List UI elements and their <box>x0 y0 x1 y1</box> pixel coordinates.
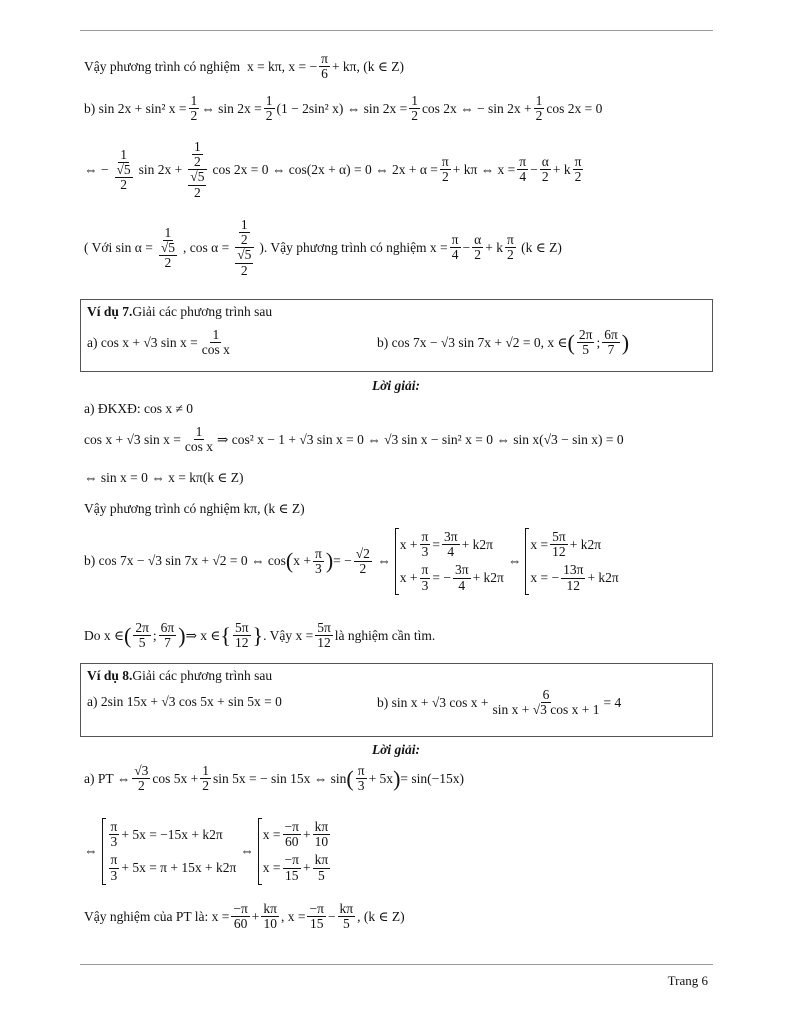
math: , cos α = <box>183 239 230 255</box>
fraction: $\frac{\alpha}{2}$ <box>474 232 482 263</box>
fraction: $\frac{\pi}{4}$ <box>519 154 527 185</box>
fraction: $\frac{\pi}{2}$ <box>441 154 449 185</box>
fraction: $\frac{1}{2}$ <box>411 93 418 124</box>
math: ⇔ − <box>84 161 109 177</box>
top-rule <box>80 30 713 31</box>
text-line: cos x + √3 sin x = $\frac{1}{\text{cos x}}$ ⇒ cos² x − 1 + √3 sin x = 0 ⇔ √3 sin x − sin² x = 0 ⇔ sin x(√3 − sin x) = 0 <box>84 424 624 455</box>
fraction: $\frac{\alpha}{2}$ <box>541 154 549 185</box>
math: cos 2x = 0 ⇔ cos(2x + α) = 0 ⇔ 2x + α = <box>212 161 438 177</box>
text-line: a) ĐKXĐ: cos x ≠ 0 <box>84 401 194 416</box>
text-line: a) PT ⇔ $\frac{√3}{2}$ cos 5x + $\frac{1}{2}$ sin 5x = − sin 15x ⇔ sin ( $\frac{\pi}{3}$ + 5x ) = sin(−15x) <box>84 763 464 794</box>
text-line <box>84 52 404 81</box>
text-line: Vậy nghiệm của PT là: x = $\frac{-\pi}{60}$ + $\frac{k\pi}{10}$ , x = $\frac{-\pi}{15}$ − $\frac{k\pi}{5}$ , (k ∈ Z) <box>84 901 405 932</box>
example-title: Ví dụ 7. Giải các phương trình sau <box>87 304 273 319</box>
math: b) sin 2x + sin² x = <box>84 100 187 116</box>
text-line: ⇔ sin x = 0 ⇔ x = kπ(k ∈ Z) <box>84 470 244 485</box>
fraction: $\frac{\pi}{2}$ <box>506 232 514 263</box>
case-system: x = $\frac{5\pi}{12}$ + k2π x = − $\frac{13\pi}{12}$ + k2π <box>525 528 618 595</box>
math: (1 − 2sin² x) ⇔ sin 2x = <box>276 100 408 116</box>
fraction: $\frac{\pi}{2}$ <box>574 154 582 185</box>
text-line: ( Với sin α = $\frac{1}{\frac{√5}{2}}$ , cos α = $\frac{\frac{1}{2}}{\frac{√5}{2}}$ ). Vậy phương trình có nghiệm x = $\frac{\pi}{4}$ − $\frac{\alpha}{2}$ + k $\frac{\pi}{2}$ (k ∈ Z) <box>84 217 562 278</box>
bottom-rule <box>80 964 713 965</box>
solution-heading: Lời giải: <box>371 742 421 757</box>
text-line: b) cos 7x − √3 sin 7x + √2 = 0, x ∈ ( $\frac{2\pi}{5}$ ; $\frac{6\pi}{7}$ ) <box>377 327 630 358</box>
fraction: $\frac{1}{2}$ <box>535 93 543 124</box>
text-line: ⇔ $\frac{\pi}{3}$ + 5x = −15x + k2π $\frac{\pi}{3}$ + 5x = π + 15x + k2π ⇔ x = $\frac{-\pi}{60}$ + $\frac{k\pi}{10}$ x = $\frac{-\pi}{15}$ + $\frac{k\pi}{5}$ <box>84 818 336 885</box>
text-line: Do x ∈ ( $\frac{2\pi}{5}$ ; $\frac{6\pi}{7}$ ) ⇒ x ∈ { $\frac{5\pi}{12}$ } . Vậy x = $\frac{5\pi}{12}$ là nghiệm cần tìm. <box>84 620 436 651</box>
page-number: Trang 6 <box>667 973 708 988</box>
case-system: x + $\frac{\pi}{3}$ = $\frac{3\pi}{4}$ + k2π x + $\frac{\pi}{3}$ = − $\frac{3\pi}{4}$ + k2π <box>395 528 504 595</box>
math: ( Với sin α = <box>84 239 153 255</box>
example-8-box <box>80 663 713 737</box>
fraction: $\frac{1}{\frac{√5}{2}}$ <box>116 146 131 192</box>
case-system: x = $\frac{-\pi}{60}$ + $\frac{k\pi}{10}$ x = $\frac{-\pi}{15}$ + $\frac{k\pi}{5}$ <box>258 818 332 885</box>
math: cos 2x ⇔ − sin 2x + <box>421 100 532 116</box>
text-line: a) 2sin 15x + √3 cos 5x + sin 5x = 0 <box>87 694 282 709</box>
fraction: $\frac{\pi}{4}$ <box>451 232 459 263</box>
case-system: $\frac{\pi}{3}$ + 5x = −15x + k2π $\frac{\pi}{3}$ + 5x = π + 15x + k2π <box>102 818 237 885</box>
math: x = kπ, x = − <box>246 58 318 74</box>
fraction: $\frac{1}{2}$ <box>190 93 198 124</box>
text-line: b) cos 7x − √3 sin 7x + √2 = 0 ⇔ cos ( x + $\frac{\pi}{3}$ ) = − $\frac{√2}{2}$ ⇔ x + $\frac{\pi}{3}$ = $\frac{3\pi}{4}$ + k2π x + $\frac{\pi}{3}$ = − $\frac{3\pi}{4}$ + k2π ⇔ x = $\frac{5\pi}{12}$ + k2π x = − $\frac{13\pi}{12}$ + k2π <box>84 528 623 595</box>
math: + kπ, (k ∈ Z) <box>331 58 404 74</box>
fraction: $\frac{\pi}{6}$ <box>321 51 328 82</box>
math: cos 2x = 0 <box>546 100 603 116</box>
text-line: a) cos x + √3 sin x = $\frac{1}{\text{cos x}}$ <box>87 327 230 358</box>
fraction: $\frac{1}{\frac{√5}{2}}$ <box>160 224 176 270</box>
math: + kπ ⇔ x = <box>452 161 516 177</box>
fraction: $\frac{1}{2}$ <box>265 93 273 124</box>
text-line <box>84 94 602 123</box>
fraction: $\frac{\frac{1}{2}}{\frac{√5}{2}}$ <box>184 140 210 200</box>
text-line: Vậy phương trình có nghiệm kπ, (k ∈ Z) <box>84 501 305 516</box>
math: ). Vậy phương trình có nghiệm x = <box>259 239 448 255</box>
math: sin 2x + <box>138 161 183 177</box>
text: Vậy phương trình có nghiệm <box>84 58 241 74</box>
math: (k ∈ Z) <box>521 239 562 255</box>
text-line: ⇔ − $\frac{1}{\frac{√5}{2}}$ sin 2x + $\frac{\frac{1}{2}}{\frac{√5}{2}}$ cos 2x = 0 ⇔ cos(2x + α) = 0 ⇔ 2x + α = $\frac{\pi}{2}$ + kπ ⇔ x = $\frac{\pi}{4}$ − $\frac{\alpha}{2}$ + k $\frac{\pi}{2}$ <box>84 139 582 200</box>
fraction: $\frac{\frac{1}{2}}{\frac{√5}{2}}$ <box>231 218 257 278</box>
solution-heading: Lời giải: <box>371 378 421 393</box>
example-7-box <box>80 299 713 372</box>
fraction: $\frac{1}{\text{cos x}}$ <box>201 327 230 358</box>
text-line: b) sin x + √3 cos x + $\frac{6}{\text{sin x + √3 cos x + 1}}$ = 4 <box>377 687 622 718</box>
example-title: Ví dụ 8. Giải các phương trình sau <box>87 668 273 683</box>
math: ⇔ sin 2x = <box>201 100 262 116</box>
